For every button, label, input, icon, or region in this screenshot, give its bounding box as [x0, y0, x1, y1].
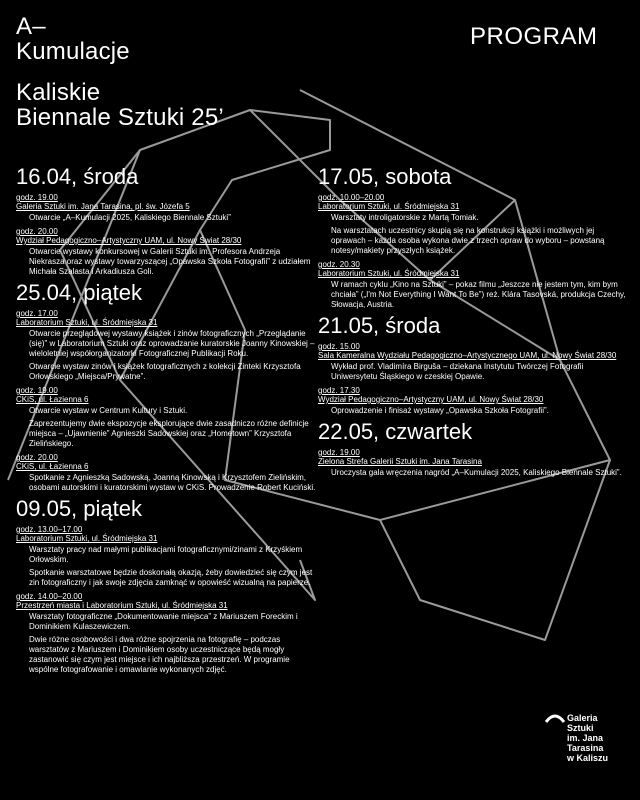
program-event	[16, 227, 316, 277]
event-description: Otwarcie wystaw zinów i książek fotograficznych z kolekcji Zinteki Krzysztofa Orłowskiego „Miejsca/Prywatne”.	[29, 362, 301, 381]
event-time: godz. 19.00	[16, 193, 58, 202]
event-description: Otwarcie wystawy konkursowej w Galerii Sztuki im. Profesora Andrzeja Niekrasza oraz wystawy towarzyszącej „Opawska Szkoła Fotografii” z udziałem Michała Szalasta i Arkadiusza Goli.	[29, 247, 311, 276]
program-event	[16, 386, 316, 449]
event-time: godz. 13.00–17.00	[16, 525, 83, 534]
event-location: Laboratorium Sztuki, ul. Śródmiejska 31	[16, 534, 158, 543]
title-line-2: Kumulacje	[16, 38, 130, 65]
program-event	[16, 309, 316, 382]
event-description: Otwarcie wystaw w Centrum Kultury i Sztuki.	[29, 406, 188, 415]
event-location: Laboratorium Sztuki, ul. Śródmiejska 31	[16, 318, 158, 327]
event-description: Oprowadzenie i finisaż wystawy „Opawska Szkoła Fotografii”.	[331, 406, 549, 415]
day-heading: 22.05, czwartek	[318, 419, 473, 444]
program-right-column	[318, 165, 628, 482]
event-location: Wydział Pedagogiczno–Artystyczny UAM, ul. Nowy Świat 28/30	[16, 236, 242, 245]
event-location: CKiS, ul. Łazienna 6	[16, 395, 89, 404]
logo-line: Tarasina	[567, 743, 604, 753]
event-location: Sala Kameralna Wydziału Pedagogiczno–Artystycznego UAM, ul. Nowy Świat 28/30	[318, 351, 617, 360]
event-description: W ramach cyklu „Kino na Sztuki” – pokaz filmu „Jeszcze nie jestem tym, kim bym chciała” („I'm Not Everything I Want To Be”) reż. Klára Tasovská, produkcja Czechy, Słowacja, Austria.	[331, 280, 626, 309]
event-description: Spotkanie warsztatowe będzie doskonałą okazją, żeby dowiedzieć się czym jest zin fotograficzny i jak swoje zdjęcia zamknąć w opowieść wizualną na papierze.	[29, 568, 313, 587]
event-description: Warsztaty pracy nad małymi publikacjami fotograficznymi/zinami z Krzyśkiem Orłowskim.	[29, 545, 303, 564]
event-time: godz. 19.00	[16, 386, 58, 395]
subtitle-line-1: Kaliskie	[16, 79, 101, 106]
event-description: Dwie różne osobowości i dwa różne spojrzenia na fotografię – podczas warsztatów z Mariuszem i Dominikiem osoby uczestniczące będą mogły zastanowić się czym jest miejsce i ich najbliższa przestrzeń. W programie wspólne fotografowanie i omawianie wykonanych zdjęć.	[29, 635, 290, 674]
event-description: Warsztaty fotograficzne „Dokumentowanie miejsca” z Mariuszem Foreckim i Dominikiem Kulaszewiczem.	[29, 612, 298, 631]
subtitle-line-2: Biennale Sztuki 25’	[16, 104, 224, 131]
event-time: godz. 20.30	[318, 260, 360, 269]
program-label: PROGRAM	[470, 23, 598, 50]
logo-line: w Kaliszu	[567, 753, 609, 763]
event-description: Warsztaty introligatorskie z Martą Tomiak.	[331, 213, 479, 222]
event-description: Otwarcie „A–Kumulacji 2025, Kaliskiego Biennale Sztuki”	[29, 213, 231, 222]
gallery-logo-icon	[545, 710, 565, 724]
day-heading: 25.04, piątek	[16, 280, 142, 305]
event-location: Galeria Sztuki im. Jana Tarasina, pl. św. Józefa 5	[16, 202, 190, 211]
program-event	[318, 260, 628, 310]
day-heading: 09.05, piątek	[16, 496, 142, 521]
program-event	[16, 525, 316, 588]
event-time: godz. 19.00	[318, 448, 360, 457]
gallery-logo-text	[567, 713, 608, 763]
program-left-column	[16, 165, 316, 679]
event-description: Uroczysta gala wręczenia nagród „A–Kumulacji 2025, Kaliskiego Biennale Sztuki”.	[331, 468, 622, 477]
event-description: Otwarcie przeglądowej wystawy książek i zinów fotograficznych „Przeglądanie (się)” w Laboratorium Sztuki oraz oprowadzanie kuratorskie Joanny Kinowskiej – wieloletniej współorganizatorki Fotograficznej Publikacji Roku.	[29, 329, 315, 358]
event-location: Wydział Pedagogiczno–Artystyczny UAM, ul. Nowy Świat 28/30	[318, 395, 544, 404]
event-time: godz. 17.00	[16, 309, 58, 318]
logo-line: Sztuki	[567, 723, 594, 733]
program-event	[16, 193, 316, 223]
exhibition-subtitle	[16, 80, 224, 130]
event-description: Wykład prof. Vladimíra Birguša – dziekana Instytutu Twórczej Fotografii Uniwersytetu Śląskiego w czeskiej Opawie.	[331, 362, 584, 381]
day-heading: 16.04, środa	[16, 164, 139, 189]
title-line-1: A–	[16, 13, 46, 40]
event-location: Zielona Strefa Galerii Sztuki im. Jana Tarasina	[318, 457, 482, 466]
event-location: Przestrzeń miasta i Laboratorium Sztuki, ul. Śródmiejska 31	[16, 601, 228, 610]
day-heading: 21.05, środa	[318, 313, 441, 338]
program-event	[318, 386, 628, 416]
event-time: godz. 10.00–20.00	[318, 193, 385, 202]
exhibition-title	[16, 14, 130, 64]
event-time: godz. 20.00	[16, 227, 58, 236]
program-event	[16, 592, 316, 675]
program-event	[318, 448, 628, 478]
event-time: godz. 17.30	[318, 386, 360, 395]
event-description: Na warsztatach uczestnicy skupią się na konstrukcji książki i możliwych jej oprawach – każda osoba wykona dwie z trzech opraw do wyboru – powstaną notesy/makiety przyszłych książek.	[331, 226, 605, 255]
event-time: godz. 20.00	[16, 453, 58, 462]
event-location: CKiS, ul. Łazienna 6	[16, 462, 89, 471]
event-description: Zaprezentujemy dwie ekspozycje eksplorujące dwie zasadniczo różne definicje miejsca – „Ujawnienie” Agnieszki Sadowskiej oraz „Hometown” Krzysztofa Zielińskiego.	[29, 419, 309, 448]
event-time: godz. 14.00–20.00	[16, 592, 83, 601]
program-event	[16, 453, 316, 493]
program-event	[318, 193, 628, 256]
logo-line: Galeria	[567, 713, 598, 723]
event-description: Spotkanie z Agnieszką Sadowską, Joanną Kinowską i Krzysztofem Zielińskim, osobami autorskimi i kuratorskimi wystaw w CKiS. Prowadzenie Robert Kuciński.	[29, 473, 316, 492]
event-location: Laboratorium Sztuki, ul. Śródmiejska 31	[318, 202, 460, 211]
program-event	[318, 342, 628, 382]
event-time: godz. 15.00	[318, 342, 360, 351]
day-heading: 17.05, sobota	[318, 164, 452, 189]
event-location: Laboratorium Sztuki, ul. Śródmiejska 31	[318, 269, 460, 278]
logo-line: im. Jana	[567, 733, 604, 743]
